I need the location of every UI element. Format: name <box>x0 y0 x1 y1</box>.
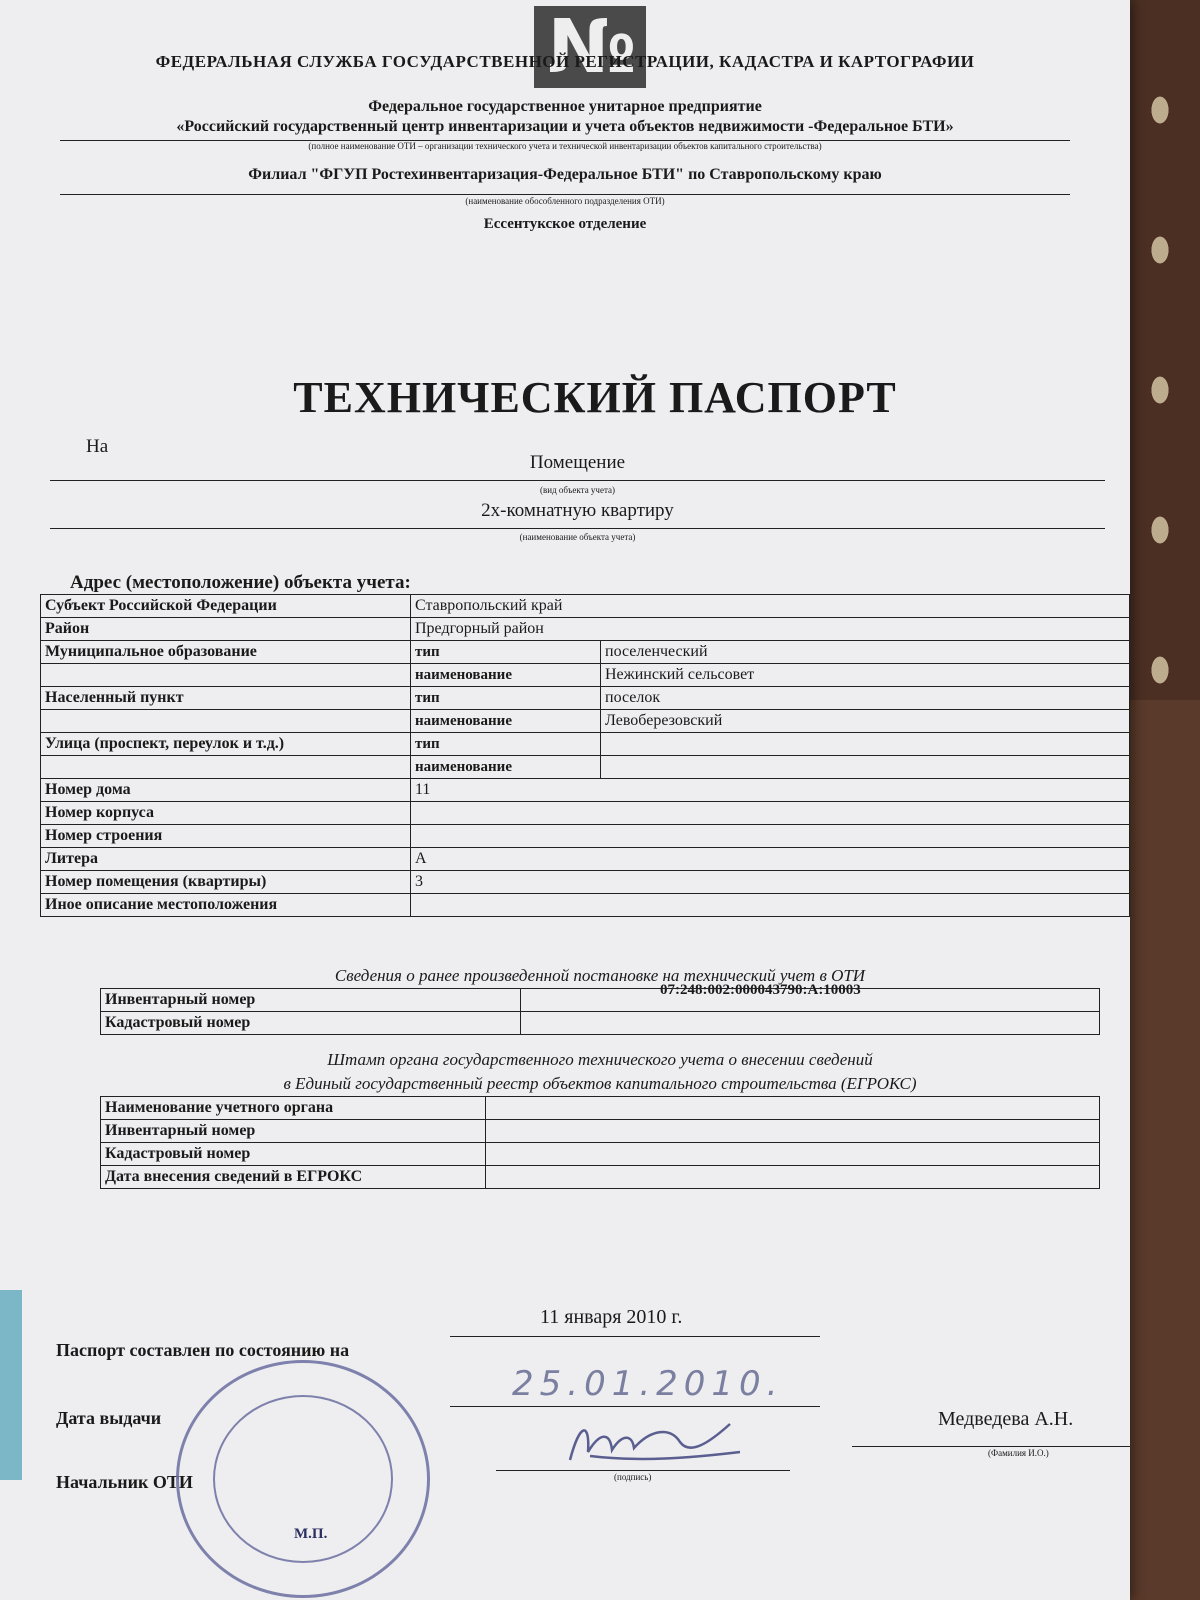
district-label: Район <box>41 618 411 641</box>
egroks-org-label: Наименование учетного органа <box>101 1097 486 1120</box>
table-row <box>41 710 1130 733</box>
table-row <box>41 595 1130 618</box>
settlement-label: Населенный пункт <box>41 687 411 710</box>
apartment-value: 3 <box>411 871 1130 894</box>
binding-tape <box>0 1290 22 1480</box>
apartment-label: Номер помещения (квартиры) <box>41 871 411 894</box>
municipal-name-value: Нежинский сельсовет <box>601 664 1130 687</box>
signature-caption: (подпись) <box>614 1472 652 1482</box>
object-name-value: 2х-комнатную квартиру <box>481 500 674 521</box>
document-title: ТЕХНИЧЕСКИЙ ПАСПОРТ <box>293 373 897 422</box>
egroks-cadastral-label: Кадастровый номер <box>101 1143 486 1166</box>
header-branch-caption: (наименование обособленного подразделения ОТИ) <box>465 196 665 206</box>
table-row <box>41 641 1130 664</box>
empty-cell <box>41 756 411 779</box>
name-line <box>852 1446 1130 1447</box>
street-type-label: тип <box>411 733 601 756</box>
settlement-name-label: наименование <box>411 710 601 733</box>
table-row <box>101 1012 1100 1035</box>
street-label: Улица (проспект, переулок и т.д.) <box>41 733 411 756</box>
header-enterprise-name: «Российский государственный центр инвентаризации и учета объектов недвижимости -Федеральное БТИ» <box>176 118 954 135</box>
issue-label: Дата выдачи <box>56 1408 162 1428</box>
municipal-label: Муниципальное образование <box>41 641 411 664</box>
empty-cell <box>486 1097 1100 1120</box>
house-label: Номер дома <box>41 779 411 802</box>
issue-line <box>450 1406 820 1407</box>
address-table <box>40 594 1130 917</box>
tech-registration-title: Сведения о ранее произведенной постановке на технический учет в ОТИ <box>334 966 866 985</box>
egroks-inventory-label: Инвентарный номер <box>101 1120 486 1143</box>
building-value <box>411 802 1130 825</box>
table-row <box>41 664 1130 687</box>
head-name: Медведева А.Н. <box>938 1408 1074 1430</box>
table-row <box>41 871 1130 894</box>
issue-date-handwritten: 25.01.2010. <box>512 1364 784 1404</box>
object-name-line <box>50 528 1105 529</box>
table-row <box>41 618 1130 641</box>
inventory-number-label: Инвентарный номер <box>101 989 521 1012</box>
district-value: Предгорный район <box>411 618 1130 641</box>
compiled-label: Паспорт составлен по состоянию на <box>56 1340 350 1360</box>
other-location-label: Иное описание местоположения <box>41 894 411 917</box>
street-name-label: наименование <box>411 756 601 779</box>
object-type-caption: (вид объекта учета) <box>540 485 615 495</box>
municipal-type-label: тип <box>411 641 601 664</box>
building-label: Номер корпуса <box>41 802 411 825</box>
table-row <box>41 894 1130 917</box>
compiled-date: 11 января 2010 г. <box>540 1306 683 1328</box>
empty-cell <box>521 989 1100 1012</box>
number-logo: № <box>534 6 646 88</box>
table-row <box>41 779 1130 802</box>
settlement-type-label: тип <box>411 687 601 710</box>
signature-icon <box>560 1412 750 1472</box>
other-location-value <box>411 894 1130 917</box>
table-row <box>41 848 1130 871</box>
cadastral-number-value <box>521 1012 1100 1035</box>
litera-label: Литера <box>41 848 411 871</box>
tech-registration-table <box>100 988 1100 1035</box>
compiled-line <box>450 1336 820 1337</box>
structure-value <box>411 825 1130 848</box>
head-label: Начальник ОТИ <box>56 1472 193 1492</box>
address-title: Адрес (местоположение) объекта учета: <box>70 572 411 593</box>
table-row <box>41 825 1130 848</box>
signature-line <box>496 1470 790 1471</box>
header-enterprise-type: Федеральное государственное унитарное предприятие <box>368 98 762 115</box>
table-row <box>101 989 1100 1012</box>
table-row <box>101 1166 1100 1189</box>
stamp-mp-label: М.П. <box>294 1526 328 1542</box>
table-row <box>41 687 1130 710</box>
egroks-title-line2: в Единый государственный реестр объектов капитального строительства (ЕГРОКС) <box>283 1074 917 1093</box>
empty-cell <box>486 1166 1100 1189</box>
municipal-name-label: наименование <box>411 664 601 687</box>
header-branch: Филиал "ФГУП Ростехинвентаризация-Федеральное БТИ" по Ставропольскому краю <box>248 166 882 183</box>
house-value: 11 <box>411 779 1130 802</box>
inventory-number-value: 07:248:002:000043790:А:10003 <box>660 982 861 998</box>
settlement-type-value: поселок <box>601 687 1130 710</box>
egroks-title-line1: Штамп органа государственного технического учета о внесении сведений <box>327 1050 873 1069</box>
empty-cell <box>41 664 411 687</box>
official-seal-icon <box>176 1360 430 1598</box>
header-enterprise-caption: (полное наименование ОТИ – организации технического учета и технической инвентаризации объектов капитального строительства) <box>308 141 822 151</box>
table-row <box>101 1143 1100 1166</box>
cadastral-number-label: Кадастровый номер <box>101 1012 521 1035</box>
empty-cell <box>486 1143 1100 1166</box>
subject-label: Субъект Российской Федерации <box>41 595 411 618</box>
empty-cell <box>41 710 411 733</box>
municipal-type-value: поселенческий <box>601 641 1130 664</box>
egroks-table <box>100 1096 1100 1189</box>
empty-cell <box>486 1120 1100 1143</box>
object-type-value: Помещение <box>529 452 626 473</box>
header-department: Ессентукское отделение <box>483 216 647 232</box>
table-row <box>101 1120 1100 1143</box>
subject-value: Ставропольский край <box>411 595 1130 618</box>
object-na-label: На <box>86 436 109 457</box>
header-rule-2 <box>60 194 1070 195</box>
structure-label: Номер строения <box>41 825 411 848</box>
street-type-value <box>601 733 1130 756</box>
table-row <box>41 802 1130 825</box>
object-name-caption: (наименование объекта учета) <box>519 532 636 542</box>
table-row <box>41 756 1130 779</box>
table-row <box>41 733 1130 756</box>
header-agency: ФЕДЕРАЛЬНАЯ СЛУЖБА ГОСУДАРСТВЕННОЙ РЕГИСТРАЦИИ, КАДАСТРА И КАРТОГРАФИИ <box>155 52 975 71</box>
street-name-value <box>601 756 1130 779</box>
table-row <box>101 1097 1100 1120</box>
egroks-date-label: Дата внесения сведений в ЕГРОКС <box>101 1166 486 1189</box>
litera-value: А <box>411 848 1130 871</box>
settlement-name-value: Левоберезовский <box>601 710 1130 733</box>
object-type-line <box>50 480 1105 481</box>
name-caption: (Фамилия И.О.) <box>988 1448 1049 1458</box>
